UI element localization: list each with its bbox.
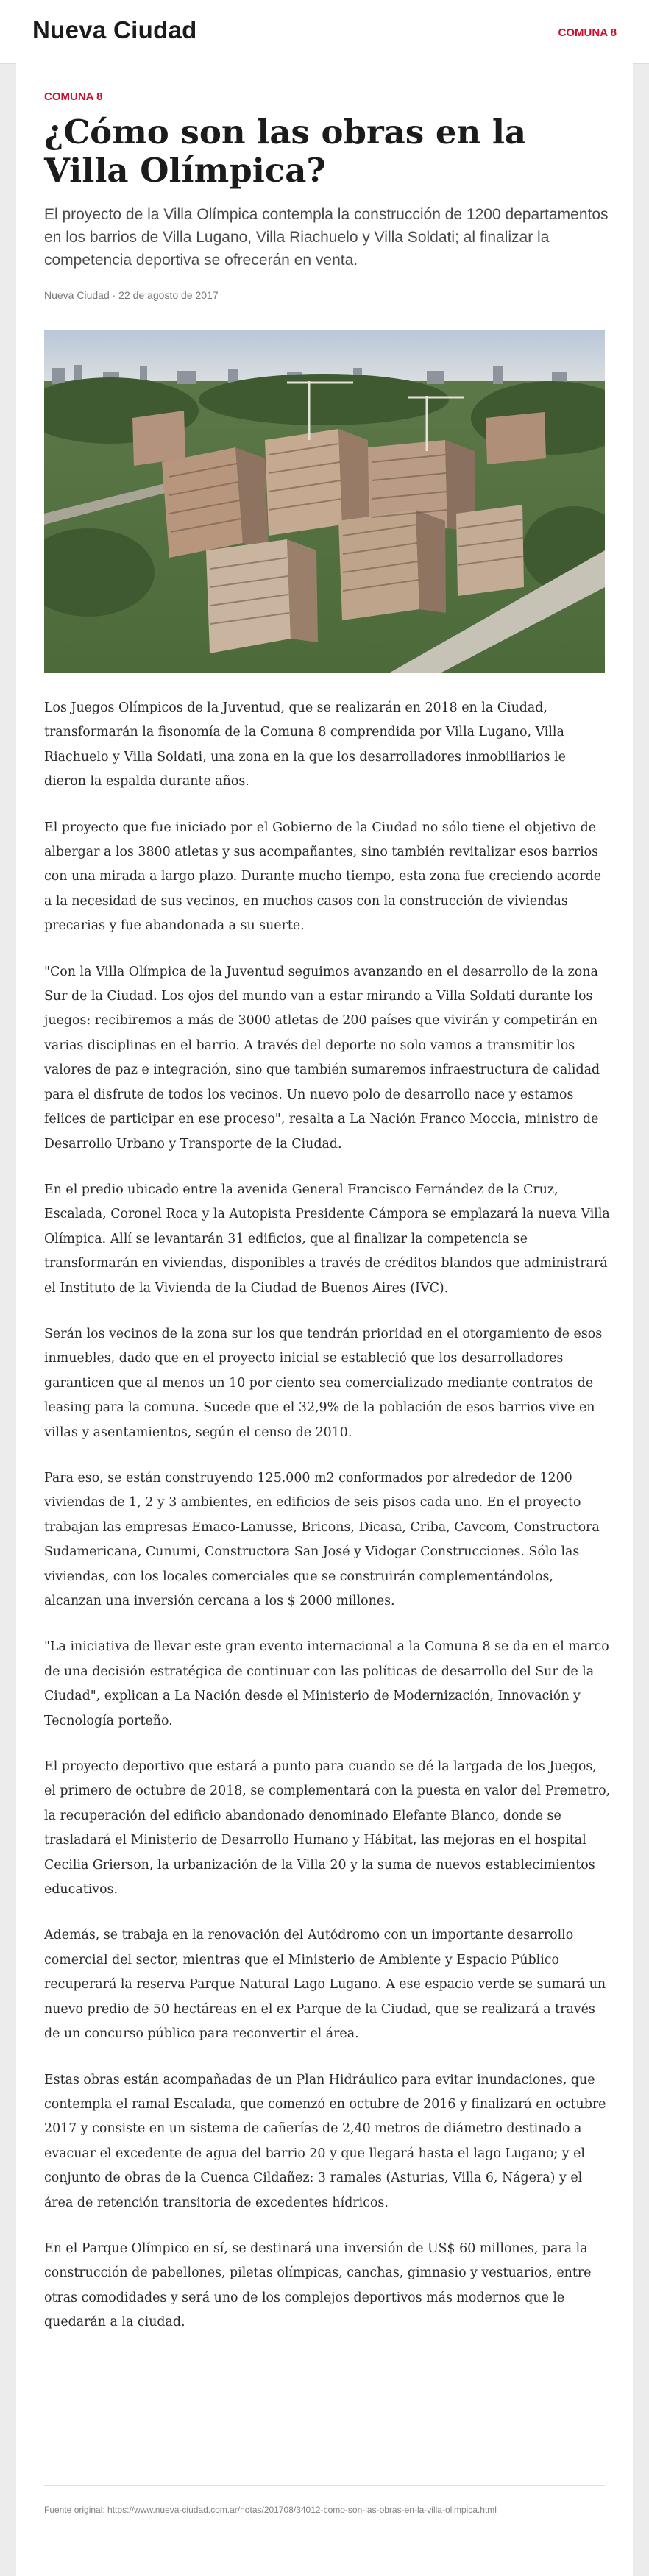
paragraph: "Con la Villa Olímpica de la Juventud seguimos avanzando en el desarrollo de la zona Sur de la Ciudad. Los ojos del mundo van a estar mirando a Villa Soldati durante los juegos: recibiremos a más de 3000 atletas de 200 países que vivirán y competirán en varias disciplinas en el barrio. A través del deporte no solo vamos a transmitir los valores de paz e integración, sino que también sumaremos infraestructura de calidad para el disfrute de todos los vecinos. Un nuevo polo de desarrollo nace y estamos felices de participar en ese proceso", resalta a La Nación Franco Moccia, ministro de Desarrollo Urbano y Transporte de la Ciudad. (44, 964, 600, 1152)
site-logo[interactable]: Nueva Ciudad (32, 16, 197, 43)
section-link[interactable]: COMUNA 8 (558, 26, 617, 39)
paragraph: Los Juegos Olímpicos de la Juventud, que se realizarán en 2018 en la Ciudad, transformarán la fisonomía de la Comuna 8 comprendida por Villa Lugano, Villa Riachuelo y Villa Soldati, una zona en la que los desarrolladores inmobiliarios le dieron la espalda durante años. (44, 700, 566, 790)
paragraph: El proyecto que fue iniciado por el Gobierno de la Ciudad no sólo tiene el objetivo de albergar a los 3800 atletas y sus acompañantes, sino también revitalizar esos barrios con una mirada a largo plazo. Durante mucho tiempo, esta zona fue creciendo acorde a la necesidad de sus vecinos, en muchos casos con la construcción de viviendas precarias y fue abandonada a su suerte. (44, 820, 602, 934)
article-subtitle: El proyecto de la Villa Olímpica contempla la construcción de 1200 departamentos en los barrios de Villa Lugano, Villa Riachuelo y Villa Soldati; al finalizar la competencia deportiva se ofrecerán en venta. (44, 206, 609, 269)
article-photo (44, 330, 605, 673)
article-kicker[interactable]: COMUNA 8 (44, 91, 103, 103)
paragraph: "La iniciativa de llevar este gran evento internacional a la Comuna 8 se da en el marco de una decisión estratégica de continuar con las políticas de desarrollo del Sur de la Ciudad", explican a La Nación desde el Ministerio de Modernización, Innovación y Tecnología porteño. (44, 1639, 609, 1728)
source-link[interactable]: Fuente original: https://www.nueva-ciudad.com.ar/notas/201708/34012-como-son-las-obras-en-la-villa-olimpica.html (44, 2505, 497, 2515)
article-body (44, 696, 611, 2357)
site-header (0, 0, 649, 64)
paragraph: En el predio ubicado entre la avenida General Francisco Fernández de la Cruz, Escalada, Coronel Roca y la Autopista Presidente Cámpora se emplazará la nueva Villa Olímpica. Allí se levantarán 31 edificios, que al finalizar la competencia se transformarán en viviendas, disponibles a través de créditos blandos que administrará el Instituto de la Vivienda de la Ciudad de Buenos Aires (IVC). (44, 1182, 610, 1296)
footer-divider (44, 2485, 605, 2486)
paragraph: Serán los vecinos de la zona sur los que tendrán prioridad en el otorgamiento de esos inmuebles, dado que en el proyecto inicial se estableció que los desarrolladores garanticen que al menos un 10 por ciento sea comercializado mediante contratos de leasing para la comuna. Sucede que el 32,9% de la población de esos barrios vive en villas y asentamientos, según el censo de 2010. (44, 1326, 603, 1440)
article-title: ¿Cómo son las obras en la Villa Olímpica? (44, 113, 527, 190)
article-byline: Nueva Ciudad · 22 de agosto de 2017 (44, 289, 219, 301)
article (16, 63, 633, 2576)
paragraph: Además, se trabaja en la renovación del Autódromo con un importante desarrollo comercial del sector, mientras que el Ministerio de Ambiente y Espacio Público recuperará la reserva Parque Natural Lago Lugano. A ese espacio verde se sumará un nuevo predio de 50 hectáreas en el ex Parque de la Ciudad, que se realizará a través de un concurso público para reconvertir el área. (44, 1928, 606, 2042)
paragraph: El proyecto deportivo que estará a punto para cuando se dé la largada de los Juegos, el primero de octubre de 2018, se complementará con la puesta en valor del Premetro, la recuperación del edificio abandonado denominado Elefante Blanco, donde se trasladará el Ministerio de Desarrollo Humano y Hábitat, las mejoras en el hospital Cecilia Grierson, la urbanización de la Villa 20 y la suma de nuevos establecimientos educativos. (44, 1759, 611, 1898)
paragraph: Para eso, se están construyendo 125.000 m2 conformados por alrededor de 1200 viviendas de 1, 2 y 3 ambientes, en edificios de seis pisos cada uno. En el proyecto trabajan las empresas Emaco-Lanusse, Bricons, Dicasa, Criba, Cavcom, Constructora Sudamericana, Cunumi, Constructora San José y Vidogar Construcciones. Sólo las viviendas, con los locales comerciales que se construirán complementándolos, alcanzan una inversión cercana a los $ 2000 millones. (44, 1470, 600, 1608)
paragraph: Estas obras están acompañadas de un Plan Hidráulico para evitar inundaciones, que contempla el ramal Escalada, que comenzó en octubre de 2016 y finalizará en octubre 2017 y consiste en un sistema de cañerías de 2,40 metros de diámetro destinado a evacuar el excedente de agua del barrio 20 y que llegará hasta el lago Lugano; y el conjunto de obras de la Cuenca Cildañez: 3 ramales (Asturias, Villa 6, Nágera) y el área de retención transitoria de excedentes hídricos. (44, 2072, 606, 2210)
paragraph: En el Parque Olímpico en sí, se destinará una inversión de US$ 60 millones, para la construcción de pabellones, piletas olímpicas, canchas, gimnasio y vestuarios, entre otras comodidades y será uno de los complejos deportivos más modernos que le quedarán a la ciudad. (44, 2240, 592, 2330)
